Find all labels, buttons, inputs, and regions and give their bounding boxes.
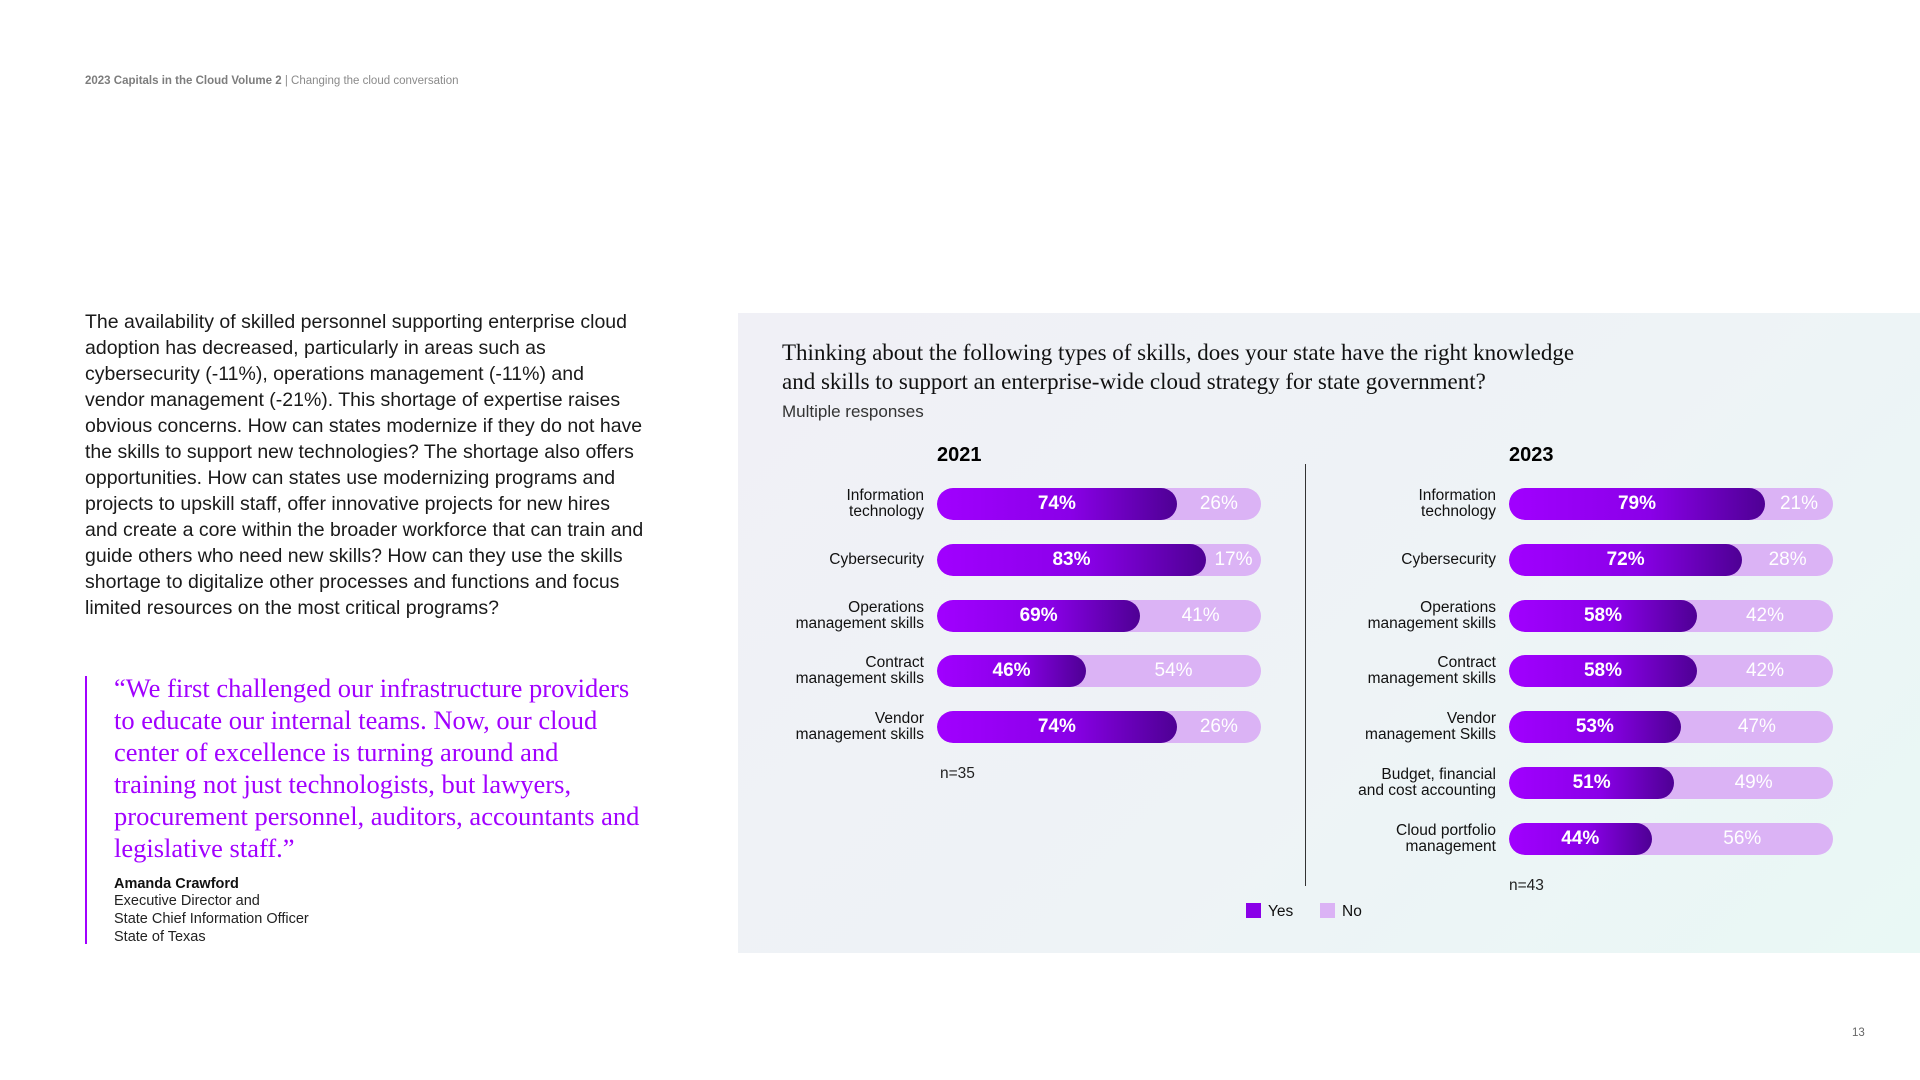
quote-author: Amanda Crawford bbox=[114, 876, 239, 892]
value-label-yes: 83% bbox=[1052, 548, 1091, 570]
quote-role-line: Executive Director and bbox=[114, 893, 260, 909]
category-label-line: management skills bbox=[1367, 614, 1496, 632]
category-label bbox=[1276, 655, 1496, 687]
value-label-no: 28% bbox=[1768, 548, 1807, 570]
category-label bbox=[1276, 767, 1496, 799]
value-label-no: 41% bbox=[1181, 604, 1220, 626]
category-label-line: management skills bbox=[795, 614, 924, 632]
bar-no bbox=[1509, 600, 1833, 632]
category-label-line: Operations bbox=[848, 598, 924, 616]
bar-no bbox=[1509, 488, 1833, 520]
category-label-line: management skills bbox=[1367, 670, 1496, 688]
category-label bbox=[1276, 711, 1496, 743]
category-label bbox=[704, 488, 924, 520]
year-label: 2023 bbox=[1509, 444, 1554, 466]
quote-role-line: State Chief Information Officer bbox=[114, 911, 309, 927]
bar-no bbox=[1509, 711, 1833, 743]
section-title: Changing the cloud conversation bbox=[291, 75, 459, 87]
category-label-line: Budget, financial bbox=[1381, 766, 1496, 784]
value-label-yes: 74% bbox=[1037, 493, 1076, 514]
value-label-no: 47% bbox=[1737, 716, 1776, 738]
legend-item-no bbox=[1320, 903, 1362, 921]
chart-subtitle: Multiple responses bbox=[782, 402, 924, 421]
header-separator: | bbox=[281, 75, 292, 87]
value-label-yes: 53% bbox=[1575, 716, 1614, 738]
category-label-line: and cost accounting bbox=[1358, 782, 1496, 800]
value-label-no: 17% bbox=[1214, 548, 1253, 570]
category-label-line: technology bbox=[849, 503, 924, 520]
category-label-line: Cloud portfolio bbox=[1396, 821, 1496, 839]
category-label-line: Contract bbox=[1437, 654, 1496, 672]
legend-label-yes: Yes bbox=[1268, 903, 1294, 920]
category-label-line: Cybersecurity bbox=[1401, 550, 1496, 568]
category-label bbox=[1276, 823, 1496, 855]
sample-size-label: n=35 bbox=[940, 765, 975, 783]
chart-title-line: and skills to support an enterprise-wide cloud strategy for state government? bbox=[782, 369, 1486, 394]
value-label-yes: 74% bbox=[1037, 716, 1076, 738]
bar-no bbox=[1509, 823, 1833, 855]
value-label-yes: 46% bbox=[992, 660, 1031, 682]
value-label-yes: 69% bbox=[1019, 604, 1058, 626]
quote-role-line: State of Texas bbox=[114, 929, 206, 945]
value-label-no: 26% bbox=[1199, 493, 1238, 514]
bar-no bbox=[937, 655, 1261, 687]
value-label-no: 21% bbox=[1779, 493, 1818, 514]
category-label-line: technology bbox=[1421, 503, 1496, 520]
legend-swatch-no bbox=[1320, 903, 1335, 918]
year-label: 2021 bbox=[937, 444, 982, 466]
bar-no bbox=[937, 711, 1261, 743]
category-label-line: Information bbox=[846, 487, 924, 504]
legend-swatch-yes bbox=[1246, 903, 1261, 918]
category-label-line: Vendor bbox=[1446, 710, 1496, 728]
value-label-yes: 44% bbox=[1561, 827, 1600, 849]
legend-label-no: No bbox=[1342, 903, 1362, 920]
report-header bbox=[85, 75, 459, 87]
bar-no bbox=[1509, 767, 1833, 799]
category-label-line: management skills bbox=[795, 670, 924, 688]
pull-quote bbox=[85, 673, 645, 945]
page-number: 13 bbox=[1852, 1027, 1865, 1039]
category-label-line: Operations bbox=[1420, 598, 1496, 616]
body-paragraph: The availability of skilled personnel supporting enterprise cloud adoption has decreased, particularly in areas such as cybersecurity (-11%), operations management (-11%) and vendor management (-21%). This shortage of expertise raises obvious concerns. How can states modernize if they do not have the skills to support new technologies? The shortage also offers opportunities. How can states use modernizing programs and projects to upskill staff, offer innovative projects for new hires and create a core within the broader workforce that can train and guide others who need new skills? How can they use the skills shortage to digitalize other processes and functions and focus limited resources on the most critical programs? bbox=[85, 311, 644, 619]
quote-text: “We first challenged our infrastructure providers to educate our internal teams. Now, our cloud center of excellence is turning around and training not just technologists, but lawyers, procurement personnel, auditors, accountants and legislative staff.” bbox=[114, 673, 640, 863]
sample-size-label: n=43 bbox=[1509, 876, 1544, 894]
category-label bbox=[1276, 552, 1496, 568]
category-label bbox=[704, 655, 924, 687]
value-label-no: 42% bbox=[1745, 604, 1784, 626]
bar-no bbox=[937, 544, 1261, 576]
category-label-line: Cybersecurity bbox=[829, 550, 924, 568]
legend-item-yes bbox=[1246, 903, 1293, 921]
value-label-yes: 79% bbox=[1617, 493, 1656, 514]
category-label-line: Vendor bbox=[874, 710, 924, 728]
category-label-line: management bbox=[1405, 837, 1496, 855]
value-label-yes: 58% bbox=[1583, 604, 1622, 626]
report-title: 2023 Capitals in the Cloud Volume 2 bbox=[85, 75, 282, 87]
bar-no bbox=[937, 488, 1261, 520]
chart-title-line: Thinking about the following types of skills, does your state have the right knowledge bbox=[782, 340, 1575, 365]
value-label-yes: 51% bbox=[1572, 772, 1611, 794]
category-label bbox=[1276, 600, 1496, 632]
category-label-line: management skills bbox=[795, 726, 924, 744]
value-label-no: 42% bbox=[1745, 660, 1784, 682]
category-label bbox=[704, 600, 924, 632]
chart-title bbox=[782, 338, 1782, 396]
category-label-line: management Skills bbox=[1365, 726, 1496, 744]
category-label bbox=[704, 552, 924, 568]
category-label bbox=[704, 711, 924, 743]
bar-no bbox=[937, 600, 1261, 632]
value-label-yes: 58% bbox=[1583, 660, 1622, 682]
value-label-yes: 72% bbox=[1606, 548, 1645, 570]
bar-no bbox=[1509, 655, 1833, 687]
category-label bbox=[1276, 488, 1496, 520]
value-label-no: 49% bbox=[1734, 772, 1773, 794]
value-label-no: 56% bbox=[1723, 827, 1762, 849]
value-label-no: 54% bbox=[1154, 660, 1193, 682]
bar-no bbox=[1509, 544, 1833, 576]
category-label-line: Information bbox=[1418, 487, 1496, 504]
value-label-no: 26% bbox=[1199, 716, 1238, 738]
category-label-line: Contract bbox=[865, 654, 924, 672]
